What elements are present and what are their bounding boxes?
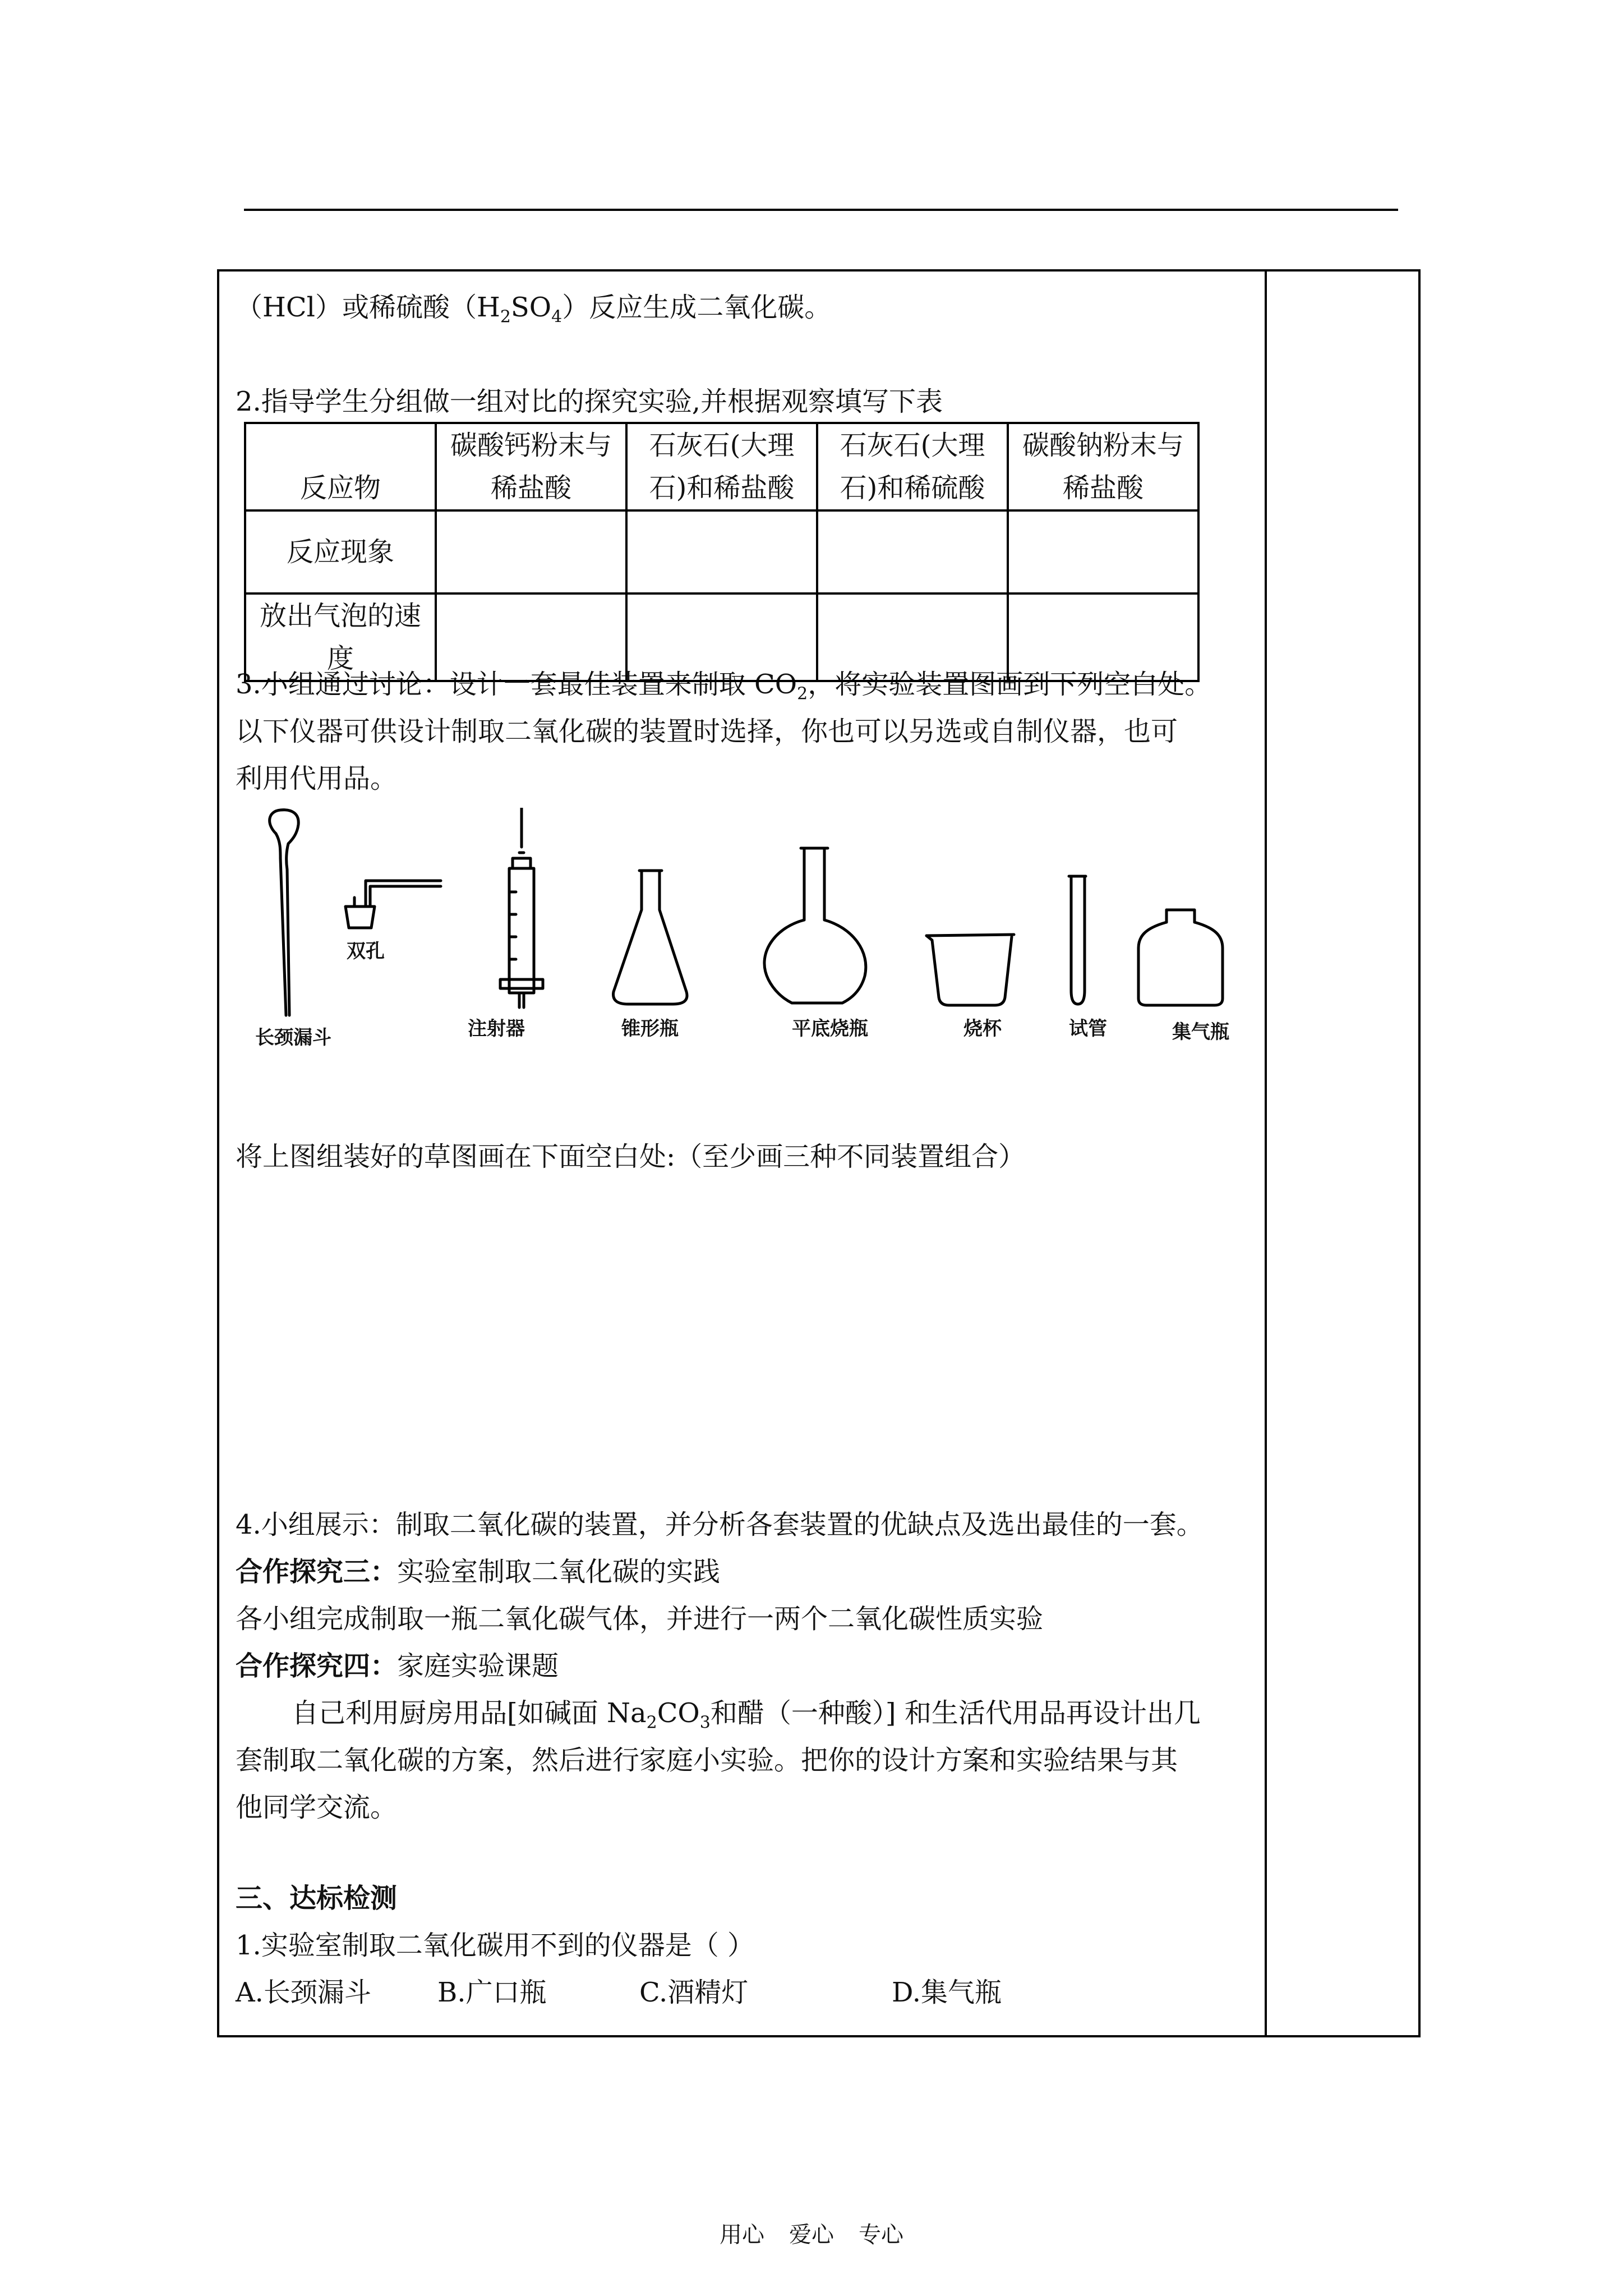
step3-line3: 利用代用品。 (236, 763, 398, 794)
flat-bottom-flask-icon (764, 848, 866, 1003)
coop4-line (236, 1642, 559, 1690)
table-cell[interactable] (436, 510, 626, 593)
coop3-desc: 各小组完成制取一瓶二氧化碳气体，并进行一两个二氧化碳性质实验 (236, 1603, 1044, 1635)
table-header-cell: 反应物 (245, 423, 436, 510)
section3-title: 三、达标检测 (236, 1883, 398, 1914)
label-funnel: 长颈漏斗 (255, 1027, 331, 1049)
label-stopper: 双孔 (347, 940, 385, 963)
step3-line2: 以下仪器可供设计制取二氧化碳的装置时选择，你也可以另选或自制仪器，也可 (236, 716, 1178, 747)
table-cell[interactable] (436, 593, 626, 681)
option-b[interactable]: B.广口瓶 (437, 1977, 547, 2008)
coop4-title: 合作探究四： (236, 1650, 398, 1682)
label-syringe: 注射器 (468, 1018, 525, 1040)
stopper-icon (345, 881, 441, 928)
question-1-options (236, 1969, 1002, 2016)
step3-line1: 3.小组通过讨论：设计一套最佳装置来制取 $CO_2$，将实验装置图画到下列空白处。 (236, 669, 1212, 704)
beaker-icon (926, 935, 1014, 1005)
home-line1: 自己利用厨房用品[如碱面 $Na_2CO_3$和醋（一种酸）] 和生活代用品再设计出几 (292, 1697, 1201, 1733)
footer-item: 爱心 (789, 2222, 834, 2248)
conical-flask-icon (614, 871, 687, 1004)
table-cell[interactable] (626, 593, 817, 681)
column-divider (1265, 269, 1267, 2037)
coop3-text: 实验室制取二氧化碳的实践 (397, 1556, 721, 1588)
option-c[interactable]: C.酒精灯 (639, 1977, 749, 2008)
home-line3: 他同学交流。 (236, 1792, 398, 1823)
gas-jar-icon (1138, 910, 1223, 1005)
table-row (245, 510, 1198, 593)
table-cell[interactable] (817, 510, 1008, 593)
coop4-text: 家庭实验课题 (397, 1650, 559, 1682)
table-header-cell: 碳酸钙粉末与稀盐酸 (436, 423, 626, 510)
label-flat-bottom-flask: 平底烧瓶 (792, 1018, 868, 1040)
step2-heading: 2.指导学生分组做一组对比的探究实验,并根据观察填写下表 (236, 386, 943, 417)
footer-item: 用心 (720, 2222, 764, 2248)
table-row-label: 反应现象 (245, 510, 436, 593)
table-cell[interactable] (1008, 593, 1198, 681)
header-rule (244, 209, 1398, 211)
apparatus-figure (241, 808, 1273, 1043)
home-line2: 套制取二氧化碳的方案，然后进行家庭小实验。把你的设计方案和实验结果与其 (236, 1745, 1178, 1776)
table-header-cell: 石灰石(大理石)和稀硫酸 (817, 423, 1008, 510)
option-a[interactable]: A.长颈漏斗 (236, 1977, 371, 2008)
test-tube-icon (1069, 876, 1086, 1004)
syringe-icon (500, 808, 543, 1007)
coop3-line (236, 1548, 720, 1595)
step4-line: 4.小组展示：制取二氧化碳的装置，并分析各套装置的优缺点及选出最佳的一套。 (236, 1509, 1204, 1540)
funnel-icon (270, 810, 299, 1015)
draw-prompt: 将上图组装好的草图画在下面空白处:（至少画三种不同装置组合） (236, 1141, 1026, 1172)
intro-line: （HCl）或稀硫酸$(H_2SO_4)$反应生成二氧化碳。 (236, 292, 832, 327)
coop3-title: 合作探究三： (236, 1556, 398, 1588)
question-1: 1.实验室制取二氧化碳用不到的仪器是（ ） (236, 1930, 755, 1961)
label-test-tube: 试管 (1069, 1018, 1107, 1040)
table-row (245, 593, 1198, 681)
comparison-table (244, 422, 1200, 682)
label-conical-flask: 锥形瓶 (621, 1018, 679, 1040)
option-d[interactable]: D.集气瓶 (892, 1977, 1002, 2008)
table-header-row (245, 423, 1198, 510)
table-header-cell: 碳酸钠粉末与稀盐酸 (1008, 423, 1198, 510)
label-beaker: 烧杯 (963, 1018, 1002, 1040)
table-cell[interactable] (1008, 510, 1198, 593)
table-cell[interactable] (626, 510, 817, 593)
page-footer (0, 2217, 1623, 2249)
table-cell[interactable] (817, 593, 1008, 681)
footer-item: 专心 (859, 2222, 903, 2248)
table-row-label: 放出气泡的速度 (245, 593, 436, 681)
table-header-cell: 石灰石(大理石)和稀盐酸 (626, 423, 817, 510)
label-gas-jar: 集气瓶 (1172, 1021, 1229, 1043)
